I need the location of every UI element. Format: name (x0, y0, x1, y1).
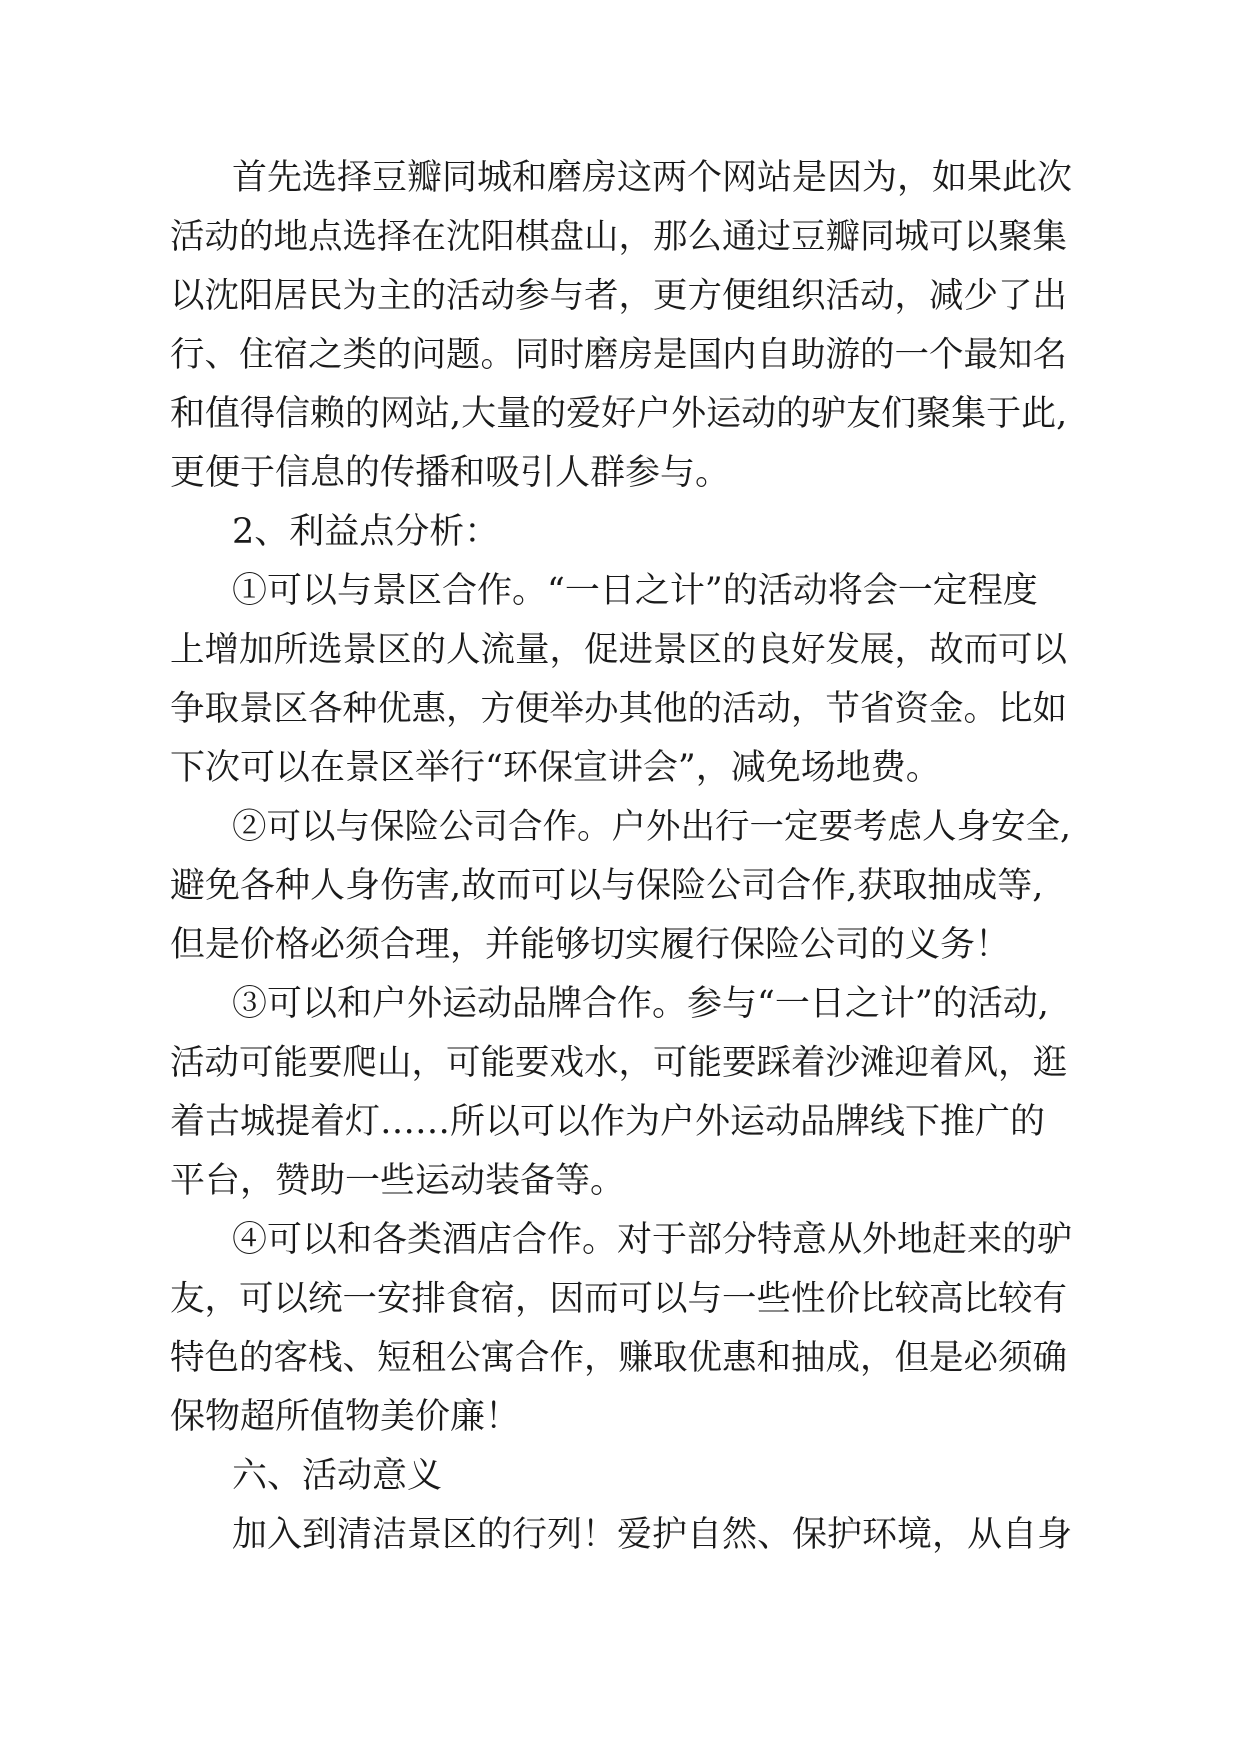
paragraph-line: 着古城提着灯……所以可以作为户外运动品牌线下推广的 (170, 1102, 1046, 1142)
paragraph-line: 争取景区各种优惠，方便举办其他的活动，节省资金。比如 (170, 689, 1067, 729)
paragraph-line: 活动可能要爬山，可能要戏水，可能要踩着沙滩迎着风，逛 (170, 1043, 1067, 1083)
paragraph-line: 活动的地点选择在沈阳棋盘山，那么通过豆瓣同城可以聚集 (170, 217, 1067, 257)
paragraph-line: 下次可以在景区举行“环保宣讲会”，减免场地费。 (170, 748, 941, 788)
paragraph-line: ②可以与保险公司合作。户外出行一定要考虑人身安全, (232, 807, 1071, 847)
section-heading: 2、利益点分析： (232, 512, 500, 552)
paragraph-line: ①可以与景区合作。“一日之计”的活动将会一定程度 (232, 571, 1038, 611)
paragraph-line: 避免各种人身伤害,故而可以与保险公司合作,获取抽成等, (170, 866, 1044, 906)
paragraph-line: 以沈阳居民为主的活动参与者，更方便组织活动，减少了出 (170, 276, 1067, 316)
paragraph-line: 但是价格必须合理，并能够切实履行保险公司的义务！ (170, 925, 1011, 965)
paragraph-line: 特色的客栈、短租公寓合作，赚取优惠和抽成，但是必须确 (170, 1338, 1067, 1378)
paragraph-line: 友，可以统一安排食宿，因而可以与一些性价比较高比较有 (170, 1279, 1067, 1319)
paragraph-line: 加入到清洁景区的行列！爱护自然、保护环境，从自身 (232, 1515, 1073, 1555)
paragraph-line: ③可以和户外运动品牌合作。参与“一日之计”的活动, (232, 984, 1049, 1024)
paragraph-line: 和值得信赖的网站,大量的爱好户外运动的驴友们聚集于此, (170, 394, 1068, 434)
paragraph-line: 保物超所值物美价廉！ (170, 1397, 521, 1437)
paragraph-line: ④可以和各类酒店合作。对于部分特意从外地赶来的驴 (232, 1220, 1073, 1260)
paragraph-line: 更便于信息的传播和吸引人群参与。 (170, 453, 731, 493)
paragraph-line: 上增加所选景区的人流量，促进景区的良好发展，故而可以 (170, 630, 1067, 670)
paragraph-line: 行、住宿之类的问题。同时磨房是国内自助游的一个最知名 (170, 335, 1067, 375)
paragraph-line: 首先选择豆瓣同城和磨房这两个网站是因为，如果此次 (232, 158, 1073, 198)
section-heading: 六、活动意义 (232, 1456, 443, 1496)
paragraph-line: 平台，赞助一些运动装备等。 (170, 1161, 626, 1201)
